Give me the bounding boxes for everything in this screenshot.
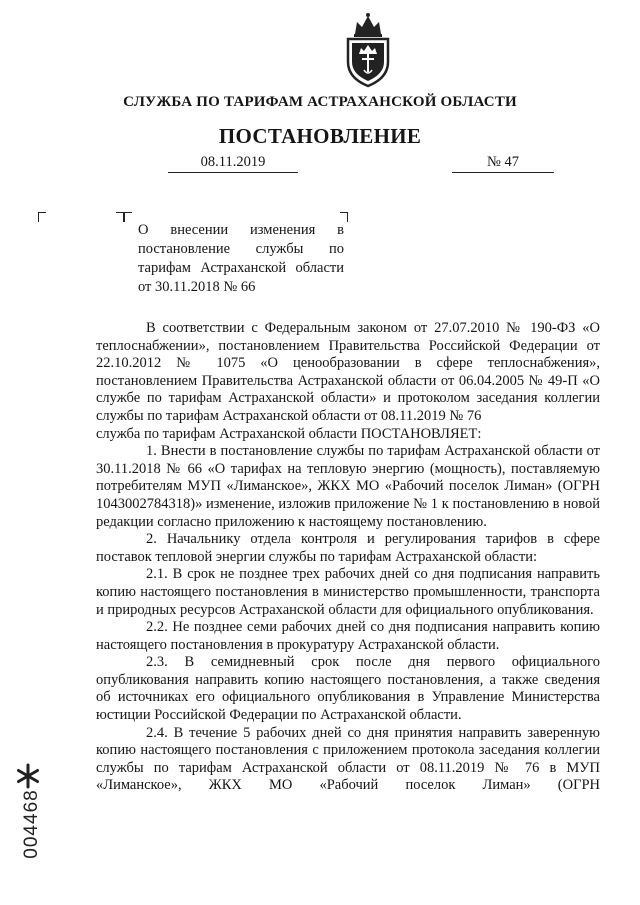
body-paragraph-item-1: 1. Внести в постановление службы по тарифам Астраханской области от 30.11.2018 № 66 «О тарифах на тепловую энергию (мощность), поставляемую потребителям МУП «Лиманское», ЖКХ МО «Рабочий поселок Лиман» (ОГРН 1043002784318)» изменение, изложив приложение № 1 к постановлению в новой редакции согласно приложению к настоящему постановлению. [96,443,600,530]
document-body [96,320,600,795]
document-subject: О внесении изменения в постановление службы по тарифам Астраханской области от 30.11.2018 № 66 [138,222,344,295]
asterisk-icon [14,762,42,790]
organization-title: СЛУЖБА ПО ТАРИФАМ АСТРАХАНСКОЙ ОБЛАСТИ [123,94,517,110]
document-number: № 47 [452,154,554,173]
body-paragraph-resolution: служба по тарифам Астраханской области ПОСТАНОВЛЯЕТ: [96,425,482,442]
subject-corner-mark-left-inner [124,212,132,222]
body-paragraph-item-2-1: 2.1. В срок не позднее трех рабочих дней со дня подписания направить копию настоящего постановления в министерство промышленности, транспорта и природных ресурсов Астраханской области для официального опубликования. [96,566,600,618]
margin-corner-mark [38,212,46,222]
body-paragraph-item-2-2: 2.2. Не позднее семи рабочих дней со дня подписания направить копию настоящего постановления в прокуратуру Астраханской области. [96,619,600,653]
body-paragraph-item-2-3: 2.3. В семидневный срок после дня первого официального опубликования направить копию настоящего постановления, а также сведения об источниках его официального опубликования в Управление Министерства юстиции Российской Федерации по Астраханской области. [96,654,600,724]
subject-corner-mark-left [116,212,124,222]
stamp-number: 004468 [21,789,42,859]
document-date: 08.11.2019 [168,154,298,173]
coat-of-arms-icon [344,10,392,90]
registration-stamp [2,768,62,880]
document-type-title: ПОСТАНОВЛЕНИЕ [218,124,422,148]
body-paragraph-item-2-4: 2.4. В течение 5 рабочих дней со дня принятия направить заверенную копию настоящего постановления с приложением протокола заседания коллегии службы по тарифам Астраханской области от 08.11.2019 № 76 в МУП «Лиманское», ЖКХ МО «Рабочий поселок Лиман» (ОГРН [96,724,600,794]
body-paragraph-preamble: В соответствии с Федеральным законом от 27.07.2010 № 190-ФЗ «О теплоснабжении», постановлением Правительства Российской Федерации от 22.10.2012 № 1075 «О ценообразовании в сфере теплоснабжения», постановлением Правительства Астраханской области от 06.04.2005 № 49-П «О службе по тарифам Астраханской области» и протоколом заседания коллегии службы по тарифам Астраханской области от 08.11.2019 № 76 [96,320,600,424]
body-paragraph-item-2: 2. Начальнику отдела контроля и регулирования тарифов в сфере поставок тепловой энергии службы по тарифам Астраханской области: [96,531,600,565]
